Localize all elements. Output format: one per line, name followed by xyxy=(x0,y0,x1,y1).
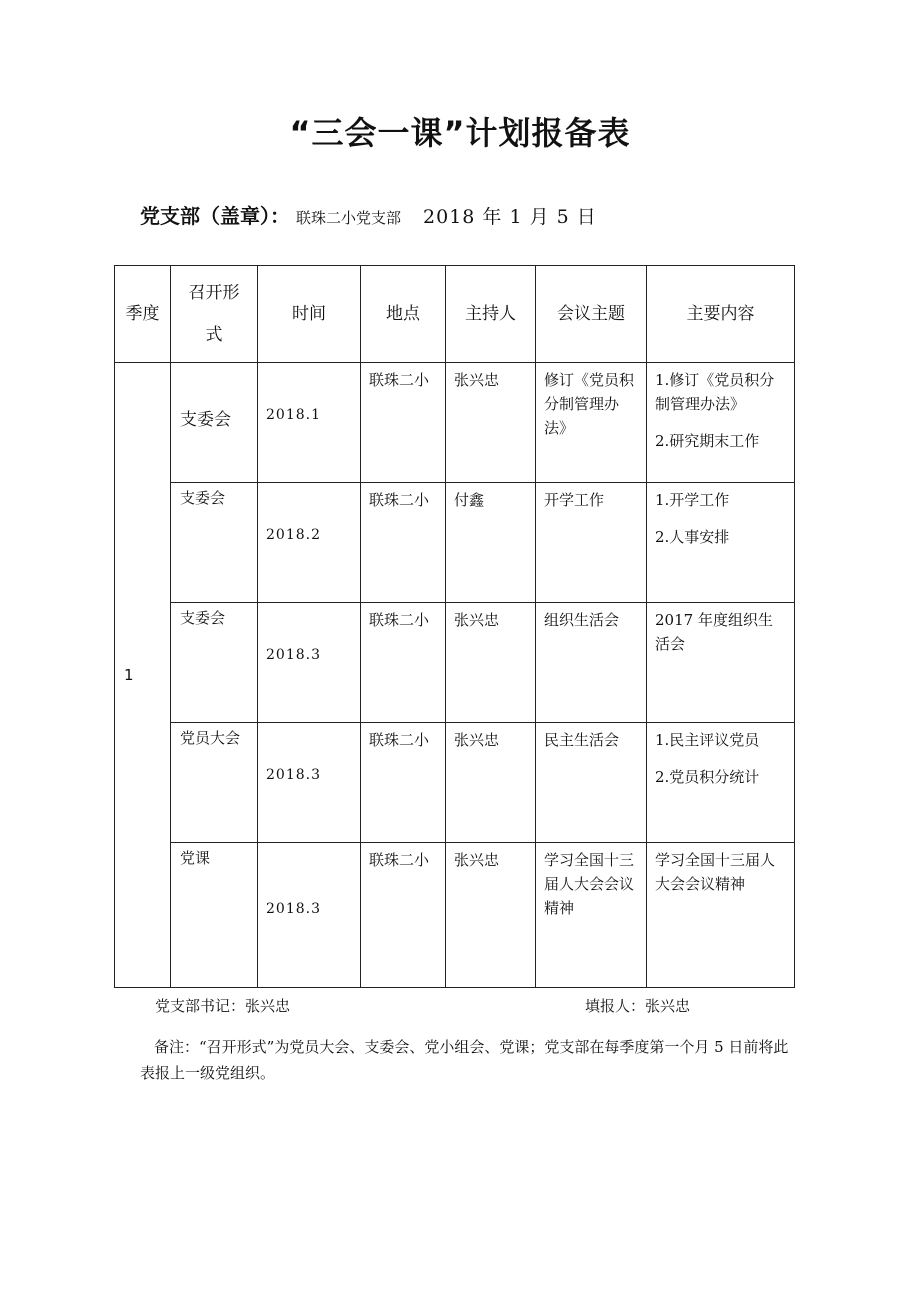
branch-label: 党支部（盖章）： xyxy=(140,204,290,228)
report-date: 2018 年 1 月 5 日 xyxy=(423,206,597,228)
col-topic: 会议主题 xyxy=(536,266,647,363)
place-cell: 联珠二小 xyxy=(361,603,446,723)
content-item: 1.民主评议党员 xyxy=(655,731,760,749)
form-cell: 党课 xyxy=(171,843,258,988)
place-cell: 联珠二小 xyxy=(361,483,446,603)
topic-cell: 学习全国十三届人大会会议精神 xyxy=(536,843,647,988)
place-cell: 联珠二小 xyxy=(361,723,446,843)
report-header xyxy=(140,200,597,229)
col-form: 召开形式 xyxy=(171,266,258,363)
topic-cell: 民主生活会 xyxy=(536,723,647,843)
host-cell: 张兴忠 xyxy=(446,603,536,723)
secretary-signature: 党支部书记：张兴忠 xyxy=(155,997,291,1015)
content-cell xyxy=(647,843,795,988)
host-cell: 张兴忠 xyxy=(446,723,536,843)
form-cell: 支委会 xyxy=(171,363,258,483)
content-cell xyxy=(647,603,795,723)
filler-signature: 填报人：张兴忠 xyxy=(585,997,691,1015)
remark-note: 备注：“召开形式”为党员大会、支委会、党小组会、党课；党支部在每季度第一个月 5 日前将此表报上一级党组织。 xyxy=(140,1038,789,1082)
content-item: 学习全国十三届人大会会议精神 xyxy=(655,851,776,893)
table-header-row xyxy=(115,266,795,363)
content-cell xyxy=(647,363,795,483)
col-content: 主要内容 xyxy=(647,266,795,363)
form-cell: 支委会 xyxy=(171,483,258,603)
time-cell: 2018.3 xyxy=(258,723,361,843)
host-cell: 张兴忠 xyxy=(446,843,536,988)
table-row xyxy=(115,723,795,843)
col-place: 地点 xyxy=(361,266,446,363)
form-cell: 党员大会 xyxy=(171,723,258,843)
time-cell: 2018.3 xyxy=(258,603,361,723)
table-row xyxy=(115,483,795,603)
content-cell xyxy=(647,483,795,603)
table-row xyxy=(115,363,795,483)
table-row xyxy=(115,603,795,723)
plan-table xyxy=(114,265,795,988)
topic-cell: 组织生活会 xyxy=(536,603,647,723)
host-cell: 张兴忠 xyxy=(446,363,536,483)
branch-name: 联珠二小党支部 xyxy=(296,209,402,227)
time-cell: 2018.2 xyxy=(258,483,361,603)
content-item: 1.修订《党员积分制管理办法》 xyxy=(655,371,775,413)
content-item: 2.党员积分统计 xyxy=(655,768,760,786)
col-time: 时间 xyxy=(258,266,361,363)
time-cell: 2018.3 xyxy=(258,843,361,988)
time-cell: 2018.1 xyxy=(258,363,361,483)
col-host: 主持人 xyxy=(446,266,536,363)
col-quarter: 季度 xyxy=(115,266,171,363)
topic-cell: 开学工作 xyxy=(536,483,647,603)
content-item: 1.开学工作 xyxy=(655,491,730,509)
place-cell: 联珠二小 xyxy=(361,843,446,988)
quarter-cell: 1 xyxy=(115,363,171,988)
host-cell: 付鑫 xyxy=(446,483,536,603)
page-title: “三会一课”计划报备表 xyxy=(289,114,631,152)
content-item: 2.人事安排 xyxy=(655,528,730,546)
topic-cell: 修订《党员积分制管理办法》 xyxy=(536,363,647,483)
table-row xyxy=(115,843,795,988)
content-item: 2.研究期末工作 xyxy=(655,432,760,450)
content-cell xyxy=(647,723,795,843)
content-item: 2017 年度组织生活会 xyxy=(655,611,773,653)
place-cell: 联珠二小 xyxy=(361,363,446,483)
form-cell: 支委会 xyxy=(171,603,258,723)
